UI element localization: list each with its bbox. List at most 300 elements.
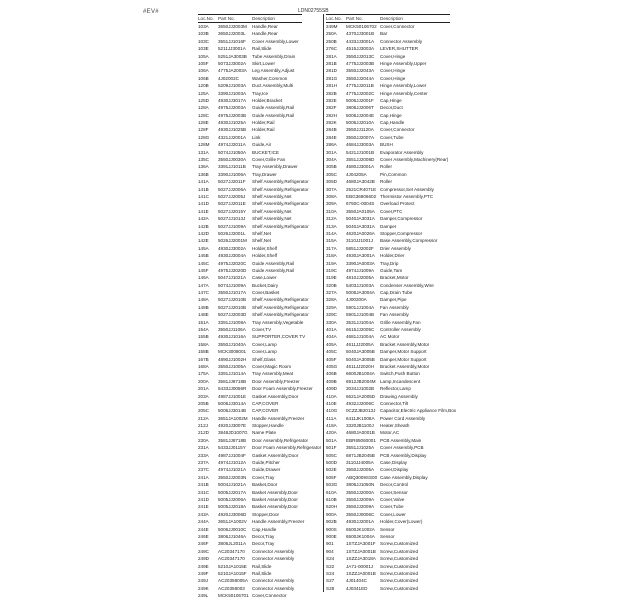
description-cell: Cover,Valve [380,497,405,502]
description-cell: Guide Assembly,Rail [252,267,295,273]
table-row [326,407,457,414]
description-cell: Shelf Assembly,Net [252,208,292,214]
part-no-cell: 3550JA0105A [346,208,375,214]
description-cell: Fan Assembly [380,312,409,318]
part-no-cell: 4J01404C [346,578,367,584]
table-row [198,489,302,496]
description-cell: Cover,Tube [380,134,404,140]
table-body [326,23,457,592]
description-cell: Skirt,Lower [252,60,275,66]
part-no-cell: 5027JJ1013J [218,216,246,222]
part-no-cell: 3110JJ1001J [346,238,373,244]
table-row [198,555,302,562]
part-no-cell: 4975JJ2003A [218,105,247,111]
part-no-cell: 4J0341ED [346,585,368,591]
description-cell: Drawing Assembly [380,393,418,399]
table-row [326,385,450,392]
loc-no-cell: 319E [326,275,337,281]
table-row [198,289,302,296]
table-row [326,304,450,311]
part-no-cell: MCK50106701 [218,593,249,599]
loc-no-cell: 401A [326,327,337,333]
part-no-cell: AC20347170 [218,556,245,562]
part-no-cell: 5027JJ2005J [218,193,246,199]
table-row [326,540,450,547]
table-row [326,163,450,170]
table-row [198,274,302,281]
table-row [326,186,450,193]
description-cell: Cover,Sensor [380,489,408,495]
loc-no-cell: 212D [198,430,209,436]
parts-table-right [323,14,457,592]
description-cell: Damper,Compressor [380,216,423,222]
description-cell: Cover Assembly,PCB [380,445,424,451]
table-row [326,90,450,97]
part-no-cell: 5073JJ3002A [218,60,247,66]
part-no-cell: 5006JA3004A [346,290,375,296]
table-header [198,14,302,23]
part-no-cell: 5211JJ3001A [218,46,246,52]
table-row [198,267,302,274]
description-cell: Reflector,Lamp [380,386,411,392]
part-no-cell: 1STZJA0001B [346,548,376,554]
loc-no-cell: 281D [326,68,337,74]
table-row [198,592,302,599]
description-cell: Rail,Slide [252,46,272,52]
description-cell: Shelf Assembly,Refrigerator [252,312,309,318]
loc-no-cell: S22 [326,563,335,569]
description-cell: Tray Assembly,Meat [252,371,294,377]
loc-no-cell: 282E [326,97,337,103]
description-cell: Shelf Assembly,Refrigerator [252,297,309,303]
loc-no-cell: S24 [326,556,335,562]
table-row [198,38,302,45]
loc-no-cell: 200A [198,378,209,384]
table-row [326,415,450,422]
part-no-cell: 5040JA3005B [346,349,375,355]
part-no-cell: 5005JJ2018A [218,504,247,510]
part-no-cell: 4J04205A [346,171,367,177]
part-no-cell: 4680JA3042B [346,179,375,185]
description-cell: Power Cord Assembly [380,415,426,421]
loc-no-cell: 141E [198,208,209,214]
table-row [326,274,450,281]
description-cell: Guide,Tam [380,267,403,273]
part-no-cell: 4370JJ3001B [346,31,375,37]
part-no-cell: 3531JJ1004A [346,319,375,325]
description-cell: Gasket Assembly,Door [252,452,299,458]
table-row [326,429,450,436]
loc-no-cell: 246F [198,541,209,547]
table-row [198,90,302,97]
description-cell: Shelf Assembly,Refrigerator [252,179,309,185]
table-row [198,304,309,311]
table-row [198,518,305,525]
loc-no-cell: 103A [198,24,209,29]
part-no-cell: 6500JK1004A [346,533,375,539]
table-row [326,97,450,104]
loc-no-cell: 281A [326,53,337,59]
table-row [198,215,302,222]
description-cell: Guide Assembly,Rail [252,260,295,266]
loc-no-cell: 145B [198,253,209,259]
table-row [326,200,450,207]
table-row [198,223,309,230]
description-cell: Connector Assembly [252,585,295,591]
part-no-cell: 4775JA2003A [218,68,247,74]
part-no-cell: 4930JJ3017A [218,97,247,103]
table-row [326,533,450,540]
loc-no-cell: 900A [326,511,337,517]
loc-no-cell: 315A [326,238,337,244]
table-row [326,341,450,348]
loc-no-cell: 405A [326,341,337,347]
loc-no-cell: 237A [198,460,209,466]
part-no-cell: 1STZJA3001F [346,541,376,547]
description-cell: Leg Assembly,Adjust [252,68,295,74]
description-cell: Stopper,Door [252,511,280,517]
loc-no-cell: 900E [326,533,337,539]
table-row [326,400,450,407]
description-cell: Hinge Assembly,Center [380,90,428,96]
table-row [198,466,302,473]
table-row [198,540,302,547]
loc-no-cell: 158B [198,349,209,355]
loc-no-cell: 106A [198,68,209,74]
part-no-cell: 3391JJ1008A [218,319,247,325]
part-no-cell: EBG36906602 [346,193,377,199]
loc-no-cell: 501A [326,437,337,443]
description-cell: Screw,Customized [380,548,419,554]
description-cell: Cover,Lamp [252,349,277,355]
table-row [198,82,302,89]
description-cell: Guide Assembly,Rail [252,105,295,111]
table-row [326,333,450,340]
part-no-cell: 4930JJ2001A [346,519,375,525]
part-no-cell: 6615JJ2005C [346,327,375,333]
table-row [198,452,302,459]
part-no-cell: 3320JB1100J [346,423,374,429]
description-cell: Screw,Customized [380,556,419,562]
loc-no-cell: 409D [326,386,337,392]
loc-no-cell: 233A [198,452,209,458]
table-row [326,466,450,473]
description-cell: Cap,Hinge [380,112,402,118]
description-cell: Bracket,Motor [380,275,409,281]
table-row [326,141,450,148]
description-cell: Tray,Drawer [252,171,277,177]
loc-no-cell: 158A [198,341,209,347]
loc-no-cell: 328A [326,297,337,303]
description-cell: Decor,Tray [252,533,275,539]
loc-no-cell: 282B [326,90,337,96]
loc-no-cell: 241B [198,482,209,488]
loc-no-cell: 105F [198,60,209,66]
description-cell: Cover,TV [252,327,272,333]
table-row [198,97,302,104]
description-cell: Condenser Assembly,Wire [380,282,434,288]
loc-no-cell: 125A [198,90,209,96]
description-cell: Handle,Rear [252,31,278,37]
table-row [326,548,450,555]
description-cell: Motor,AC [380,430,400,436]
loc-no-cell: 249M [326,24,338,29]
loc-no-cell: 319A [326,260,337,266]
description-cell: Cover,Tube [380,504,404,510]
loc-no-cell: 904 [326,548,334,554]
description-cell: Basket Assembly,Door [252,489,298,495]
table-row [198,444,322,451]
table-row [198,311,309,318]
description-cell: Cover,PTC [380,208,403,214]
description-cell: Handle,Rear [252,24,278,29]
loc-no-cell: 241E [198,504,209,510]
table-row [326,577,450,584]
part-no-cell: 3390JJ1006A [218,171,247,177]
loc-no-cell: 900S [326,526,337,532]
table-row [326,45,450,52]
part-no-cell: 5027JJ2003D [218,312,247,318]
table-row [198,407,302,414]
table-row [198,526,302,533]
description-cell: PCB Assembly,Main [380,437,422,443]
part-no-cell: 4930JJ1025B [218,127,247,133]
table-row [326,112,450,119]
table-row [326,193,450,200]
part-no-cell: 3391JJ1014A [218,371,247,377]
table-row [198,171,302,178]
description-cell: Holder,Drier [380,253,405,259]
table-row [198,333,306,340]
loc-no-cell: 501F [326,445,337,451]
description-cell: Damper,Motor Support [380,356,427,362]
part-no-cell: 4930JJ3004A [218,253,247,259]
table-row [326,171,450,178]
description-cell: Door Foam Assembly,Freezer [252,386,313,392]
description-cell: Case Assembly,Display [380,474,428,480]
part-no-cell: JA71-00001J [346,563,374,569]
loc-no-cell: 128F [198,127,209,133]
table-row [198,496,302,503]
table-row [198,481,302,488]
description-cell: Rail,Slide [252,563,272,569]
loc-no-cell: 135C [198,157,209,163]
part-no-cell: 5027JJ2010B [218,297,247,303]
table-row [326,149,450,156]
description-cell: PCB Assembly,Display [380,452,427,458]
loc-no-cell: 327A [326,290,337,296]
description-cell: Cover,Hinge [380,53,406,59]
loc-no-cell: 320B [326,282,337,288]
part-no-cell: 6912JB2004M [346,378,376,384]
table-row [326,38,450,45]
loc-no-cell: 246E [198,533,209,539]
description-cell: Link [252,134,261,140]
part-no-cell: 5005JJ2017A [218,489,247,495]
description-cell: Shelf Assembly,Net [252,193,292,199]
table-row [326,563,450,570]
table-row [326,267,450,274]
part-no-cell: 5006JJ2001F [346,97,374,103]
table-row [326,356,450,363]
description-cell: Shelf,Net [252,230,271,236]
part-no-cell: 4920JJ3007E [218,423,247,429]
loc-no-cell: 249K [198,585,209,591]
description-cell: Shelf Assembly,Net [252,216,292,222]
part-no-cell: 5047JJ1021A [218,275,247,281]
description-cell: Grille Assembly,Fan [380,319,421,325]
table-row [198,186,309,193]
loc-no-cell: 147C [198,290,209,296]
description-cell: Cover,Lamp [252,341,277,347]
loc-no-cell: 410G [326,408,338,414]
loc-no-cell: 148B [198,304,209,310]
loc-no-cell: 168A [198,363,209,369]
part-no-cell: AC20358003 [218,585,245,591]
part-no-cell: 4321JJ2001A [218,134,247,140]
part-no-cell: 3390JA0003A [346,260,375,266]
loc-no-cell: 141B [198,186,209,192]
part-no-cell: 3806JJ2006T [346,105,374,111]
description-cell: Cover Assembly,Machinery(Rear) [380,157,449,163]
loc-no-cell: 308A [326,193,337,199]
description-cell: Door Assembly,Freezer [252,378,300,384]
description-cell: Basket Assembly,Door [252,504,298,510]
part-no-cell: 3551JJ2008D [346,157,375,163]
description-cell: Fan Assembly [380,304,409,310]
part-no-cell: 5210JA1015F [218,570,247,576]
table-row [198,237,302,244]
part-no-cell: 3550JJ1005A [218,363,247,369]
table-row [326,134,450,141]
loc-no-cell: 201A [198,386,209,392]
part-no-cell: 5040JA3031A [346,223,375,229]
table-row [326,378,450,385]
loc-no-cell: 105A [198,53,209,59]
part-no-cell: 5027JJ2011F [218,179,246,185]
header-loc-no: Loc.No. [198,16,214,21]
table-row [326,260,450,267]
loc-no-cell: 318A [326,253,337,259]
loc-no-cell: 249L [198,593,209,599]
description-cell: Heater,Sheath [380,423,410,429]
table-row [198,393,302,400]
table-row [326,67,450,74]
loc-no-cell: 231A [198,445,209,451]
description-cell: Tray,Drip [380,260,399,266]
part-no-cell: 5027JJ2015Y [218,208,247,214]
description-cell: Compressor,Set Assembly [380,186,434,192]
loc-no-cell: 319C [326,267,337,273]
description-cell: AC Motor [380,334,400,340]
description-cell: Connector,Tilt [380,400,409,406]
header-part-no: Part No. [218,16,235,21]
table-row [198,296,309,303]
loc-no-cell: 305D [326,179,337,185]
table-row [326,245,450,252]
description-cell: Door Assembly,Refrigerator [252,437,309,443]
part-no-cell: 3550JJ2013C [346,53,375,59]
description-cell: Damper,Motor Support [380,349,427,355]
part-no-cell: 3110JJ4005A [346,460,374,466]
part-no-cell: 3390JJ1003A [218,90,247,96]
loc-no-cell: 309A [326,201,337,207]
part-no-cell: 5027JJ1009A [218,223,247,229]
part-no-cell: 6621JA2005D [346,393,376,399]
part-no-cell: 4611JJ2005A [346,341,374,347]
table-row [326,156,450,163]
description-cell: Sensor [380,533,395,539]
loc-no-cell: 244A [198,519,209,525]
part-no-cell: 3550JJ2043A [346,68,375,74]
table-row [326,422,450,429]
loc-no-cell: 282F [326,105,337,111]
table-row [198,326,302,333]
loc-no-cell: 284B [326,127,337,133]
part-no-cell: 4681JJ1004A [346,334,375,340]
loc-no-cell: 305C [326,171,337,177]
part-no-cell: 3391JJ1011B [218,164,246,170]
loc-no-cell: 237C [198,467,209,473]
table-row [326,208,450,215]
part-no-cell: 4974JJ1009A [346,267,375,273]
table-body [198,23,322,599]
part-no-cell: EBR65060001 [346,437,376,443]
part-no-cell: 4775JJ2011B [346,83,374,89]
loc-no-cell: 249D [198,556,209,562]
loc-no-cell: 167B [198,356,209,362]
loc-no-cell: S24 [326,570,335,576]
description-cell: Cap,Drain Tube [380,290,413,296]
table-row [326,289,450,296]
part-no-cell: 5209JJ1003A [218,83,247,89]
document-tag: #EV# [143,9,159,15]
table-row [326,23,450,30]
part-no-cell: 5074JJ1050A [218,149,247,155]
table-row [326,503,450,510]
loc-no-cell: 304A [326,157,337,163]
table-row [198,282,302,289]
description-cell: Connector Assembly [252,556,295,562]
part-no-cell: 4930JJ3002A [218,245,247,251]
part-no-cell: 3550JJ2044A [346,75,375,81]
table-row [198,193,302,200]
part-no-cell: 3551JJ1025A [346,445,375,451]
loc-no-cell: 620H [326,504,337,510]
description-cell: LEVER,SHUTTER [380,46,419,52]
description-cell: Base Assembly,Compressor [380,238,438,244]
table-row [326,311,450,318]
part-no-cell: 4930JJ1025A [218,120,247,126]
part-no-cell: 5027JJ2006A [218,186,247,192]
part-no-cell: 4515JJ3003A [346,46,375,52]
header-part-no: Part No. [346,16,363,21]
part-no-cell: 4684JJ3003A [346,142,375,148]
loc-no-cell: 250A [326,31,337,37]
loc-no-cell: 282H [326,112,337,118]
loc-no-cell: 281B [326,60,337,66]
loc-no-cell: 120B [198,83,209,89]
table-row [326,215,450,222]
description-cell: Bar [380,31,388,37]
loc-no-cell: 404A [326,334,337,340]
loc-no-cell: 103E [198,46,209,52]
part-no-cell: 5006JJ2010A [346,120,375,126]
header-description: Description [252,16,275,21]
table-row [198,141,302,148]
description-cell: Shelf Assembly,Refrigerator [252,186,309,192]
part-no-cell: 3550JJ1106A [218,327,246,333]
